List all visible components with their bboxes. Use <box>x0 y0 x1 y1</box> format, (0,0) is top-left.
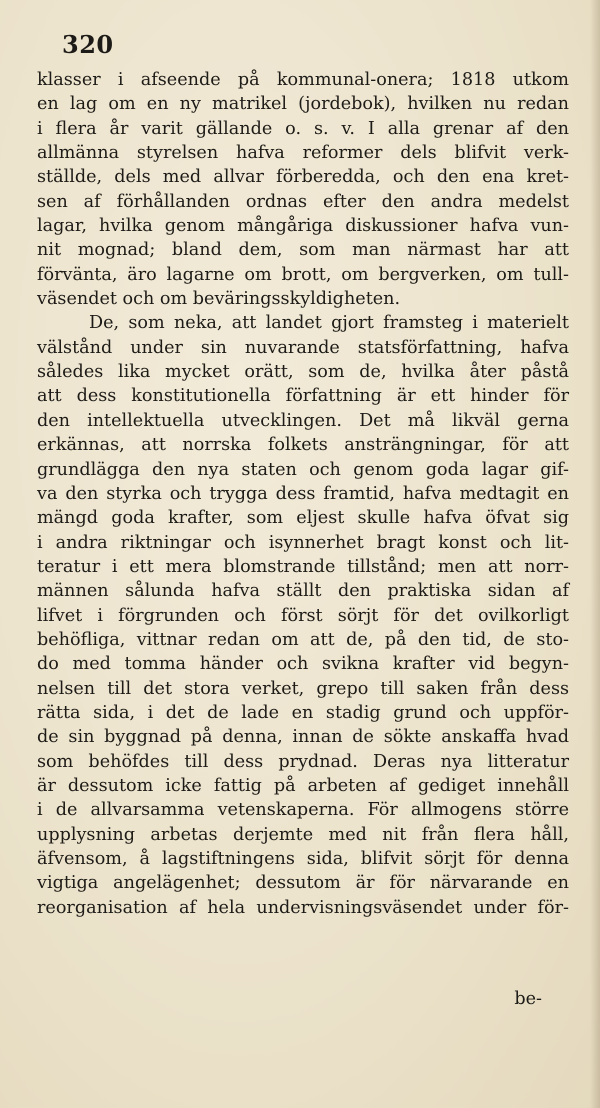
text-line: ställde, dels med allvar förberedda, och den ena kret- <box>37 167 569 188</box>
text-line: upplysning arbetas derjemte med nit från flera håll, <box>37 824 569 845</box>
text-line: är dessutom icke fattig på arbeten af gediget innehåll <box>37 775 569 796</box>
paragraph-start-line: De, som neka, att landet gjort framsteg i materielt <box>89 313 569 334</box>
text-line: nelsen till det stora verket, grepo till saken från dess <box>37 678 569 699</box>
text-line: den intellektuella utvecklingen. Det må likväl gerna <box>37 410 569 431</box>
text-line: i de allvarsamma vetenskaperna. För allmogens större <box>37 800 569 821</box>
text-line: nit mognad; bland dem, som man närmast har att <box>37 240 569 261</box>
text-line: mängd goda krafter, som eljest skulle hafva öfvat sig <box>37 508 569 529</box>
text-line: i flera år varit gällande o. s. v. I alla grenar af den <box>37 118 569 139</box>
text-line: välstånd under sin nuvarande statsförfattning, hafva <box>37 337 569 358</box>
text-line: i andra riktningar och isynnerhet bragt konst och lit- <box>37 532 569 553</box>
text-line: rätta sida, i det de lade en stadig grund och uppför- <box>37 702 569 723</box>
text-line: de sin byggnad på denna, innan de sökte anskaffa hvad <box>37 727 569 748</box>
text-line: äfvensom, å lagstiftningens sida, blifvit sörjt för denna <box>37 849 569 869</box>
page-number: 320 <box>62 30 114 59</box>
text-line: lifvet i förgrunden och först sörjt för det ovilkorligt <box>37 605 569 626</box>
text-line: behöfliga, vittnar redan om att de, på den tid, de sto- <box>37 629 569 650</box>
text-line: en lag om en ny matrikel (jordebok), hvilken nu redan <box>37 94 569 115</box>
text-line: teratur i ett mera blomstrande tillstånd; men att norr- <box>37 556 569 577</box>
text-line: lagar, hvilka genom mångåriga diskussioner hafva vun- <box>37 216 569 237</box>
text-line: reorganisation af hela undervisningsväsendet under för- <box>37 897 569 918</box>
text-line: att dess konstitutionella författning är ett hinder för <box>37 386 569 407</box>
text-line: som behöfdes till dess prydnad. Deras nya litteratur <box>37 751 569 772</box>
text-line: männen sålunda hafva ställt den praktiska sidan af <box>37 581 569 602</box>
text-line: do med tomma händer och svikna krafter vid begyn- <box>37 654 569 675</box>
text-line: grundlägga den nya staten och genom goda lagar gif- <box>37 459 569 480</box>
text-line: vigtiga angelägenhet; dessutom är för närvarande en <box>37 873 569 894</box>
text-line: erkännas, att norrska folkets ansträngningar, för att <box>37 435 569 456</box>
text-line: allmänna styrelsen hafva reformer dels blifvit verk- <box>37 143 569 164</box>
catchword: be- <box>514 989 542 1009</box>
body-text <box>37 68 569 920</box>
text-line: förvänta, äro lagarne om brott, om bergverken, om tull- <box>37 264 569 285</box>
text-line: va den styrka och trygga dess framtid, hafva medtagit en <box>37 483 569 504</box>
paragraph-end-line: väsendet och om beväringsskyldigheten. <box>37 289 401 310</box>
text-line: sen af förhållanden ordnas efter den andra medelst <box>37 191 569 212</box>
text-line: således lika mycket orätt, som de, hvilka åter påstå <box>37 362 569 383</box>
page-edge-shadow <box>590 0 600 1108</box>
text-line: klasser i afseende på kommunal-onera; 1818 utkom <box>37 70 569 90</box>
